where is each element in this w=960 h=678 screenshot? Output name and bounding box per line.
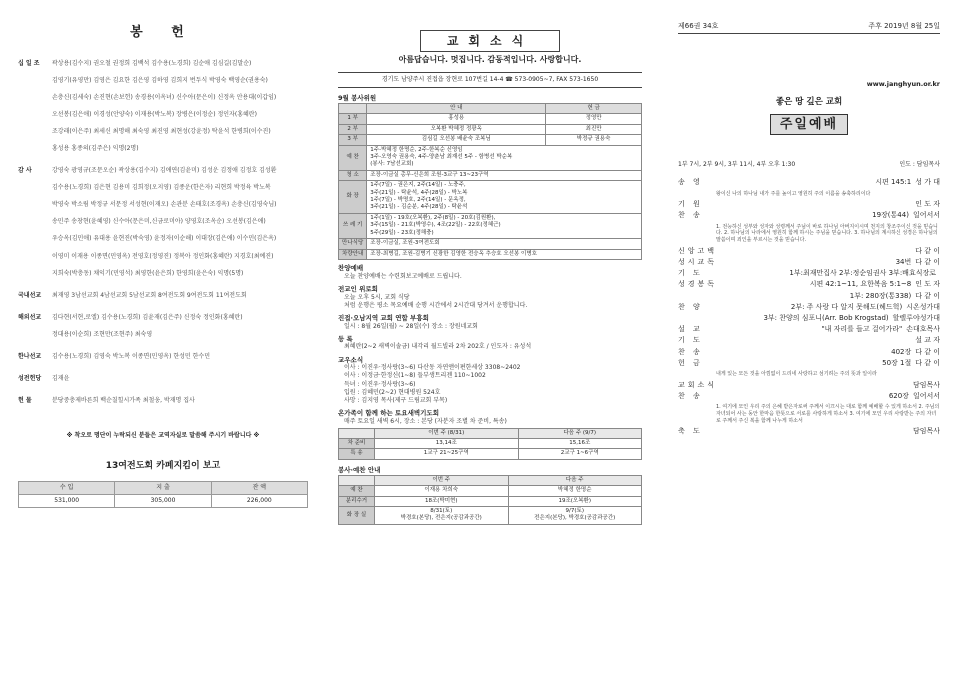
- order-row: [678, 246, 940, 257]
- order-label: 신앙고백: [678, 246, 718, 255]
- sat-next: 2교구 1~6구역: [518, 449, 641, 459]
- duty-offering: 박정규 권용숙: [546, 135, 642, 145]
- vol-next: 9/7(토) 전은지(본당), 박경호(공감과공간): [508, 506, 642, 524]
- order-row: [678, 291, 940, 302]
- offering-group-head: 해외선교: [18, 313, 42, 321]
- duty-extra-row: [339, 213, 642, 238]
- order-right: 다 같 이: [915, 358, 940, 367]
- order-right: 할렐루야성가대: [892, 314, 940, 322]
- website-link[interactable]: www.janghyun.or.kr: [866, 80, 940, 89]
- offering-column: [0, 0, 318, 678]
- order-row: [678, 335, 940, 346]
- order-middle: 50장 1절: [882, 358, 912, 367]
- order-row: [678, 268, 940, 279]
- omission-notice: ※ 착오로 명단이 누락되신 분들은 교역자실로 말씀해 주시기 바랍니다 ※: [66, 432, 260, 440]
- news-item-line: 최혜란(2~2 새벽이솔금) 내각리 월드빌라 2차 202호 / 인도자 : 유성석: [344, 343, 532, 351]
- offering-name-line: 박영숙 박소림 박정규 서문정 서성현(이재오) 손관분 손태호(조경옥) 손충신(김영숙님): [52, 201, 277, 209]
- news-item-line: 처럼 운행은 평소 목요예배 순행 시간에서 2시간대 당겨서 운행합니다.: [344, 301, 528, 309]
- order-label: 찬 양: [678, 302, 703, 311]
- order-middle: 1부:최재만집사 2부:정순임권사 3부:배효식장로: [789, 269, 936, 278]
- duty-extra-label: 만나식당: [339, 239, 367, 249]
- order-right: 일어서서: [912, 211, 940, 220]
- vol-head-next: 다음 주: [508, 475, 642, 485]
- duty-extra-line: (봉사: 7남선교회): [370, 161, 414, 168]
- offering-title: 봉 헌: [130, 25, 196, 40]
- duty-guide: 김심길 오선봉 배윤숙 조복님: [367, 135, 546, 145]
- news-item-line: 입원 : 김혜민(2~2) 현대병원 524호: [344, 388, 441, 396]
- news-title: 교회소식: [420, 30, 560, 52]
- creed-text: 1. 전능하신 성부와 성자와 성령께서 주님이 바로 하나님 아버지이시며 천지의 창조주이신 것을 믿습니다. 2. 하나님의 나라에서 영원히 함께 하시는 주님을 믿습니다. 3. 하나님의 계시하신 성경은 하나님의 말씀이며 죄인을 부르시는 것을 믿습니다.: [716, 223, 938, 244]
- duty-table: [338, 103, 642, 260]
- duty-head-guide: 안 내: [367, 103, 546, 113]
- worship-title: 주일예배: [770, 114, 848, 136]
- sat-head-next: 다음 주 (9/7): [518, 428, 641, 438]
- offering-group-names: [52, 60, 308, 163]
- duty-extra-line: 3주(21일) - 김순분, 4주(28일) - 탁윤석: [370, 204, 468, 211]
- duty-corner: [339, 103, 367, 113]
- order-right: 인 도 자: [915, 280, 940, 289]
- order-right: 다 같 이: [915, 246, 940, 255]
- order-middle: 3부: 찬양의 심포니(Arr. Bob Krogstad): [763, 314, 889, 322]
- news-column: [330, 0, 648, 678]
- order-row: [678, 257, 940, 268]
- vol-row-label: 화 장 실: [339, 506, 375, 524]
- order-label: 교회소식: [678, 380, 718, 389]
- order-label: 기 도: [678, 336, 703, 345]
- order-of-worship: [678, 177, 940, 437]
- order-verse: 왕이신 나의 하나님 내가 주를 높이고 영원히 주의 이름을 송축하리이다: [716, 190, 871, 197]
- church-address: 경기도 남양주시 진접읍 장현로 107번길 14-4 ☎ 573-0905~7, FAX 573-1650: [338, 72, 642, 88]
- duty-extra-body: [367, 170, 642, 180]
- news-item-line: 오늘 찬양예배는 수련회보고예배로 드립니다.: [344, 272, 462, 280]
- order-right: 인 도 자: [915, 200, 940, 209]
- duty-title: 9월 봉사위원: [338, 94, 377, 103]
- duty-guide: 오복환 박혜정 정광옥: [367, 124, 546, 134]
- order-label: 찬 송: [678, 347, 703, 356]
- order-row: [678, 302, 940, 313]
- offering-group-head: 국내선교: [18, 291, 42, 299]
- order-right: 다 같 이: [915, 258, 940, 267]
- order-label: 축 도: [678, 427, 703, 436]
- balance-value: 226,000: [211, 494, 307, 507]
- service-times-row: [678, 161, 940, 169]
- offering-group-head: 한나선교: [18, 353, 42, 361]
- offering-name-line: 정대용(이순희) 조현만(조현주) 최숙영: [52, 330, 153, 338]
- news-item-head: 온가족이 함께 하는 토요새벽기도회: [338, 408, 439, 417]
- offering-group: [18, 397, 308, 414]
- duty-extra-line: 1주(7일) - 박명호, 2주(14일) - 문옥정,: [370, 197, 466, 204]
- offering-group: [18, 353, 308, 370]
- order-row: [678, 426, 940, 437]
- col-balance: 잔 액: [211, 481, 307, 494]
- duty-row: [339, 114, 642, 124]
- order-row: [678, 380, 940, 391]
- vol-row-label: 예 찬: [339, 486, 375, 496]
- offering-group: [18, 292, 308, 309]
- col-income: 수 입: [19, 481, 115, 494]
- volunteer-title: 봉사·예찬 안내: [338, 465, 381, 474]
- duty-row: [339, 135, 642, 145]
- order-middle: 402장: [891, 347, 912, 356]
- sat-head-this: 이번 주 (8/31): [375, 428, 519, 438]
- offering-group: [18, 167, 308, 287]
- offering-group-head: 성전헌당: [18, 375, 42, 383]
- order-right: 일어서서: [912, 391, 940, 400]
- offering-group-head: 감 사: [18, 167, 32, 175]
- saturday-table: [338, 428, 642, 460]
- duty-extra-label: 청 소: [339, 170, 367, 180]
- order-label: 기 도: [678, 269, 703, 278]
- offering-name-line: 김수용(노경희) 김영숙 박노복 이종면(민영옥) 한성민 한수민: [52, 353, 211, 361]
- vol-row-label: 분리수거: [339, 496, 375, 506]
- duty-row-label: 1 부: [339, 114, 367, 124]
- duty-extra-label: 쓰 레 기: [339, 213, 367, 238]
- order-label: 찬 송: [678, 391, 703, 400]
- duty-guide: 홍성용: [367, 114, 546, 124]
- duty-head-offering: 헌 금: [546, 103, 642, 113]
- vol-head-this: 이번 주: [375, 475, 509, 485]
- order-middle: 1부: 280장(통338): [849, 291, 912, 300]
- vol-row: [339, 486, 642, 496]
- offering-name-line: 분당중충제바른희 백순칠힐시가족 최철웅, 박재명 집사: [52, 397, 195, 405]
- vol-next: 박혜정 한명순: [508, 486, 642, 496]
- order-middle: 시편 42:1~11, 요한복음 5:1~8: [809, 280, 912, 289]
- offering-group: [18, 375, 308, 392]
- order-label: 성경봉독: [678, 280, 718, 289]
- offering-name-line: 홍성용 홍종의(김주은) 익명(2명): [52, 145, 139, 153]
- duty-extra-label: 차량안내: [339, 249, 367, 259]
- duty-row-label: 3 부: [339, 135, 367, 145]
- bulletin-header: [678, 22, 940, 34]
- vol-this: 18조(박미현): [375, 496, 509, 506]
- duty-extra-line: 조장-이금실, 조원-3여전도회: [370, 240, 440, 247]
- duty-extra-line: 1주(1일) - 19호(오복환), 2주(8일) - 20호(김원환),: [370, 214, 496, 221]
- news-items: [338, 264, 642, 426]
- news-item-head: 교우소식: [338, 355, 364, 364]
- offering-groups: [18, 60, 308, 415]
- news-subtitle: 아름답습니다. 멋집니다. 감동적입니다. 사랑합니다.: [398, 55, 582, 65]
- offering-group-names: [52, 375, 308, 392]
- duty-extra-body: [367, 239, 642, 249]
- news-item-head: 등 록: [338, 334, 353, 343]
- duty-extra-body: [367, 181, 642, 214]
- duty-extra-line: 조장-이금실 총무-신은희 조원-3교구 13~23구역: [370, 171, 489, 178]
- offering-name-line: 송민주 송창현(윤혜영) 신수아(문은미,신금로미아) 양영호(조옥순) 오선봉(김은애): [52, 218, 266, 226]
- offering-name-line: 우승옥(김민애) 유대용 윤현진(박숙영) 윤정자(이순해) 이대장(김은애) 이수민(김은옥): [52, 235, 277, 243]
- order-right: 설 교 자: [915, 336, 940, 345]
- order-label: 찬 송: [678, 211, 703, 220]
- offering-group-names: [52, 292, 308, 309]
- income-value: 531,000: [19, 494, 115, 507]
- sat-row-label: 차 준비: [339, 439, 375, 449]
- news-item-line: 이사 : 이진우·정사랑(3~6) 다산동 자연앤이편한세상 3308~2402: [344, 364, 521, 372]
- offering-name-line: 김영기(유영만) 김영은 김요한 김은영 김하영 김희지 번두식 박영숙 백영순(권용숙): [52, 76, 268, 84]
- sat-this: 13,14조: [375, 439, 519, 449]
- duty-extra-body: [367, 213, 642, 238]
- news-item-line: 매주 토요일 새벽 6시, 장소 : 본당 (자분자 조별 차 준비, 특송): [344, 417, 507, 425]
- sat-row: [339, 449, 642, 459]
- vol-row: [339, 506, 642, 524]
- offering-group-names: [52, 167, 308, 287]
- offering-group: [18, 314, 308, 348]
- order-row: [678, 199, 940, 210]
- duty-offering: 최진만: [546, 124, 642, 134]
- order-label: 기 원: [678, 200, 703, 209]
- order-middle: "내 자리를 들고 걸어가라": [821, 325, 903, 334]
- order-label: 설 교: [678, 325, 703, 334]
- duty-extra-line: 3주-오영숙 권용숙, 4주-양춘남 최재선 5주 - 함병선 박순복: [370, 153, 513, 160]
- duty-row: [339, 124, 642, 134]
- vol-this: 8/31(토) 박경호(본당), 전은지(공감과공간): [375, 506, 509, 524]
- service-times: 1부 7시, 2부 9시, 3부 11시, 4부 오후 1:30: [678, 161, 796, 169]
- offering-name-line: 최재영 3남선교회 4남선교회 5남선교회 8여전도회 9여전도회 11여전도회: [52, 291, 247, 299]
- volume-number: 제66권 34호: [678, 22, 719, 30]
- duty-extra-row: [339, 170, 642, 180]
- duty-extra-row: [339, 145, 642, 170]
- duty-extra-line: 3주(15일) - 21호(박영수), 4조(22일) - 22호(정혜근): [370, 222, 501, 229]
- duty-extra-line: 1주(7일) - 권은지, 2주(14일) - 노충주,: [370, 182, 466, 189]
- order-row: [678, 177, 940, 188]
- duty-extra-body: [367, 145, 642, 170]
- offering-name-line: 이영미 이재용 이종면(민영옥) 전영호(정영진) 정복아 정인화(홍혜란) 지경호(최예진): [52, 252, 274, 260]
- duty-extra-line: 5주(29일) - 23호(정해충): [370, 229, 434, 236]
- news-item-line: 오늘 오후 5시, 교회 식당: [344, 293, 410, 301]
- offering-group-names: [52, 353, 308, 370]
- news-item-head: 찬양예배: [338, 264, 364, 273]
- order-label: 성시교독: [678, 258, 718, 267]
- duty-row-label: 2 부: [339, 124, 367, 134]
- offering-name-line: 손충신(김세숙) 손진현(손보헌) 송경용(이옥녀) 신수아(문은이) 신정옥 안용대(이갑임): [52, 93, 277, 101]
- bulletin-column: [664, 0, 960, 678]
- news-item-line: 이사 : 이정금·한정신(1~8) 들부생트리젠 110~1002: [344, 372, 486, 380]
- offering-name-line: 강영숙 광영규(조문오순) 곽상용(김수지) 김애연(김윤미) 김성운 김정애 김정호 김성환: [52, 167, 277, 175]
- offering-name-line: 지희숙(박충동) 채익기(민영석) 최영한(윤은희) 한영희(윤은숙) 익명(5명): [52, 269, 244, 277]
- offering-name-line: 오선봉(김은애) 이경성(안양숙) 이재용(박노복) 장병은(이정순) 정인자(홍혜란): [52, 110, 257, 118]
- order-row: [678, 279, 940, 290]
- news-item-line: 일시 : 8월 26일(월) ~ 28일(수) 장소 : 장원네교회: [344, 322, 478, 330]
- sat-corner: [339, 428, 375, 438]
- duty-offering: 정영만: [546, 114, 642, 124]
- order-right: 담임목사: [912, 427, 940, 436]
- worship-leader: 인도 : 담임목사: [899, 161, 940, 169]
- offering-group-names: [52, 314, 308, 348]
- order-middle: 2부: 주 사랑 다 알지 못해도(헤드헉): [790, 302, 903, 311]
- offering-group-head: 십 일 조: [18, 59, 40, 67]
- duty-extra-line: 조장-최병길, 조원-김병기 신광한 김영한 전승옥 추승호 오선봉 이병호: [370, 250, 537, 257]
- news-item-head: 진접·오남지역 교회 연합 부흥회: [338, 313, 429, 322]
- news-item-head: 전교인 위로회: [338, 284, 378, 293]
- order-verse: 내게 있는 모든 것을 아낌없이 드리네 사랑하고 섬기려는 주의 뜻과 일이라: [716, 370, 877, 377]
- sat-next: 15,16조: [518, 439, 641, 449]
- church-name: 좋은 땅 깊은 교회: [775, 97, 843, 108]
- offering-group-head: 헌 물: [18, 397, 32, 405]
- cafe-report-title: 13여전도회 카페지킴이 보고: [105, 461, 221, 472]
- offering-group: [18, 60, 308, 163]
- cafe-report-table: [18, 481, 308, 508]
- order-middle: 19장(통44): [872, 211, 909, 220]
- order-row: [678, 324, 940, 335]
- order-row: [678, 358, 940, 369]
- sat-row-label: 특 송: [339, 449, 375, 459]
- vol-row: [339, 496, 642, 506]
- duty-extra-row: [339, 249, 642, 259]
- duty-extra-body: [367, 249, 642, 259]
- order-row: [678, 391, 940, 402]
- offering-name-line: 김수용(노경희) 김은현 김용미 김희정(오지영) 김종운(한은자) 리현희 박정육 박노복: [52, 184, 271, 192]
- order-label: 헌 금: [678, 358, 703, 367]
- offering-prayer: 1. 여기에 모인 우리 주의 은혜 받은자로써 주께서 이끄시는 대로 함께 예배할 수 있게 하소서 2. 주님의 자녀되어 사는 동안 한마음 한뜻으로 서로를 사랑하게 하소서 3. 여기에 모인 우리 사랑받는 주의 자녀로 주께서 주신 복을 함께 나누게 하소서: [716, 404, 940, 424]
- duty-extra-row: [339, 239, 642, 249]
- sat-row: [339, 439, 642, 449]
- order-right: 담임목사: [912, 380, 940, 389]
- news-item-line: 득녀 : 이진우·정사랑(3~6): [344, 380, 416, 388]
- vol-corner: [339, 475, 375, 485]
- news-item-line: 사망 : 김지영 목사(제구 드림교회 부목): [344, 396, 448, 404]
- order-middle: 620장: [888, 391, 909, 400]
- order-row: [678, 313, 940, 324]
- order-label: 송 영: [678, 178, 703, 187]
- duty-extra-label: 예 찬: [339, 145, 367, 170]
- duty-extra-line: 1주-박혜정 한명순, 2주-한복순 신영임: [370, 146, 463, 153]
- duty-extra-line: 3주(21일) - 탁윤석, 4주(28일) - 박노복: [370, 189, 468, 196]
- bulletin-date: 주후 2019년 8월 25일: [868, 22, 940, 30]
- order-right: 다 같 이: [915, 291, 940, 300]
- expense-value: 305,000: [115, 494, 211, 507]
- order-row: [678, 347, 940, 358]
- volunteer-table: [338, 475, 642, 525]
- order-right: 성 가 대: [915, 178, 940, 187]
- order-middle: 시편 145:1: [875, 178, 912, 187]
- offering-name-line: 김재윤: [52, 375, 70, 383]
- offering-name-line: 조강래(이은주) 최세신 최명해 최숙영 최진영 최현성(강윤정) 탁윤석 한병희(이수진): [52, 127, 271, 135]
- vol-this: 이재용 차희숙: [375, 486, 509, 496]
- offering-group-names: [52, 397, 308, 414]
- order-right: 다 같 이: [915, 347, 940, 356]
- vol-next: 19조(오복환): [508, 496, 642, 506]
- order-right: 시온성가대: [906, 302, 940, 311]
- order-row: [678, 210, 940, 221]
- duty-extra-row: [339, 181, 642, 214]
- duty-extra-label: 화 장: [339, 181, 367, 214]
- offering-name-line: 김다현(서현,로엘) 김수용(노경희) 김윤재(김은주) 신정숙 정인화(홍혜란): [52, 313, 243, 321]
- col-expense: 지 출: [115, 481, 211, 494]
- order-right: 손대호목사: [906, 325, 940, 334]
- sat-this: 1교구 21~25구역: [375, 449, 519, 459]
- order-middle: 34번: [895, 258, 912, 267]
- offering-name-line: 곽상용(김수지) 권오철 권정희 김백석 김수용(노경희) 김순애 김심길(김말순): [52, 59, 252, 67]
